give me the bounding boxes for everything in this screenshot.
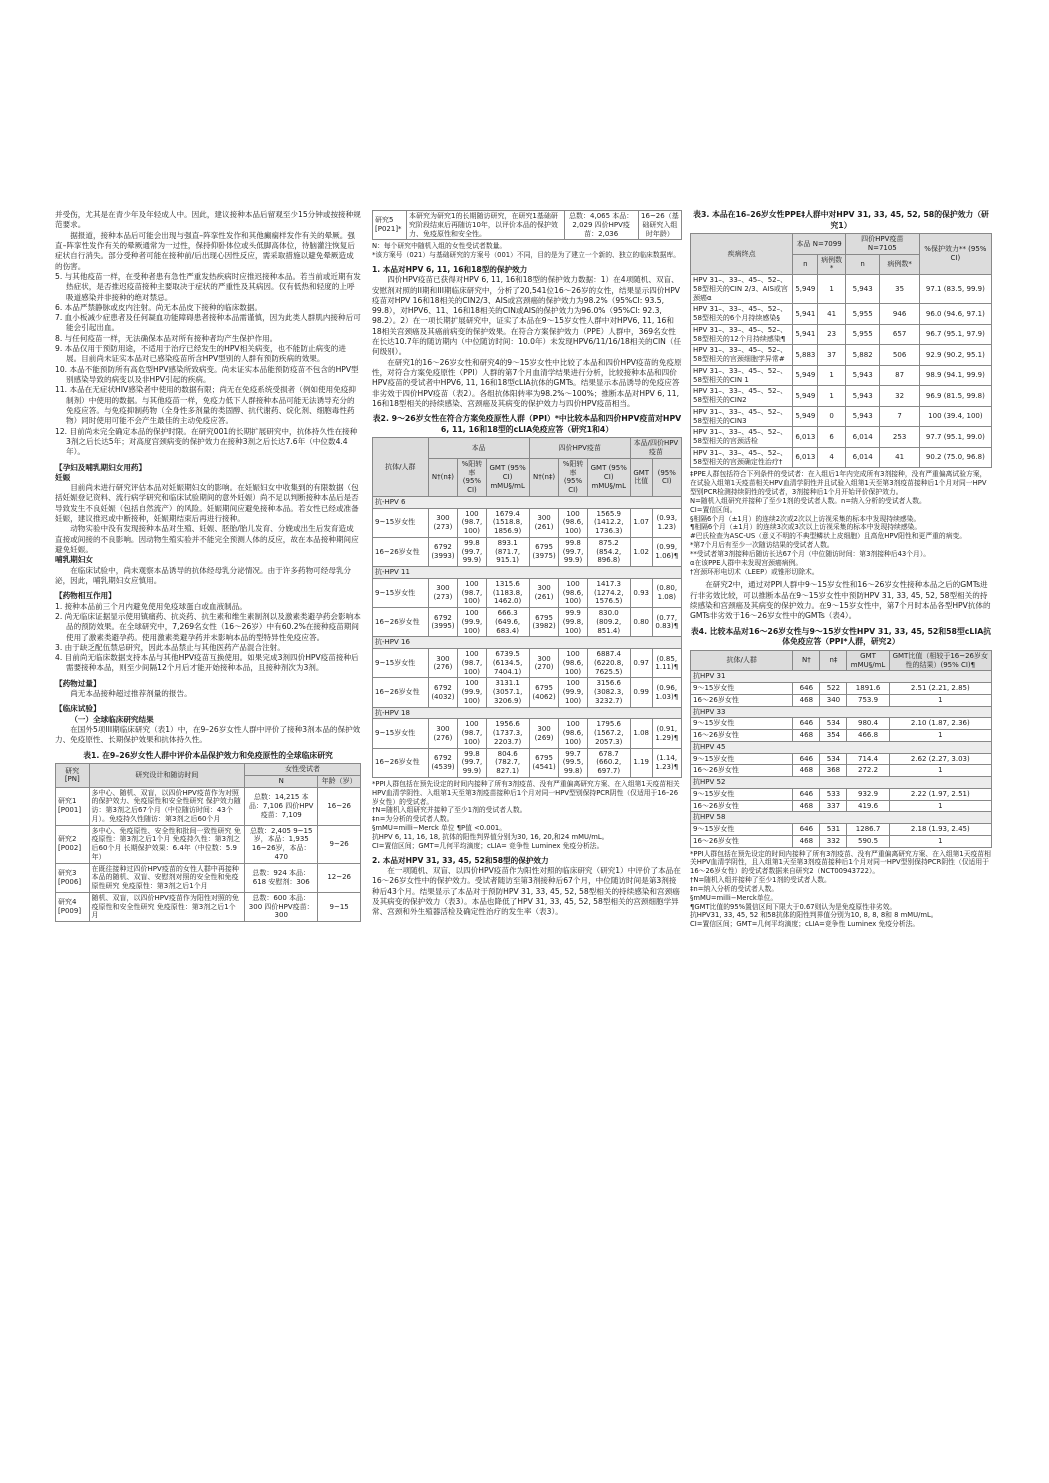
table-row: 9～15岁女性 646 534 714.4 2.62 (2.27, 3.03) [691, 753, 992, 765]
table-row: 16~26岁女性 6792 (3993) 99.8 (99.7, 99.9) 893.1 (871.7, 915.1) 6795 (3975) 99.8 (99.7, 99.9) 875.2 (854.2, 896.8) 1.02 (0.99, 1.06)¶ [373, 537, 682, 566]
list-item: 2. 尚无临床证据显示使用镇痛药、抗炎药、抗生素和维生素制剂以及激素类避孕药会影响本品的预防效果。在全球研究中，7,269名女性（16～26岁）中有60.2%在接种疫苗期间使用了激素类避孕药。使用激素类避孕药并未影响本品的型特异性免疫应答。 [55, 611, 361, 642]
column-2 [372, 210, 682, 917]
table-header: 女性受试者 [245, 764, 361, 776]
table-row: 研究4 [P009] 随机、双盲，以四价HPV疫苗作为阳性对照的免疫原性和安全性研究 免疫原性：第3剂之后1个月 总数：600 本品：300 四价HPV疫苗：300 9~15 [56, 892, 361, 921]
group-label: 抗-HPV 6 [373, 496, 682, 508]
table-row: 16~26岁女性 6792 (3995) 100 (99.9, 100) 666.3 (649.6, 683.4) 6795 (3982) 99.9 (99.8, 100) 830.0 (809.2, 851.4) 0.80 (0.77, 0.83)¶ [373, 608, 682, 637]
list-item: 9. 本品仅用于预防用途，不适用于治疗已经发生的HPV相关病变，也不能防止病变的进展。目前尚未证实本品对已感染疫苗所含HPV型别的人群有预防疾病的效果。 [55, 344, 346, 364]
list-item: 12. 目前尚未完全确定本品的保护时限。在研究001的长期扩展研究中，抗体持久性在接种3剂之后长达5年；对高度宫颈病变的保护效力在接种3剂之后长达7.6年（中位数4.4年）。 [55, 426, 358, 457]
table-row: 16～26岁女性 468 332 590.5 1 [691, 835, 992, 847]
list-item: 7. 血小板减少症患者及任何凝血功能障碍患者接种本品需谨慎，因为此类人群肌内接种后可能会引起出血。 [55, 313, 361, 333]
subheading: （一）全球临床研究结果 [70, 714, 154, 724]
section-heading: 2. 本品对HPV 31, 33, 45, 52和58型的保护效力 [372, 855, 549, 865]
table-row: 9～15岁女性 646 533 932.9 2.22 (1.97, 2.51) [691, 788, 992, 800]
table-row: 研究1 [P001] 多中心、随机、双盲，以四价HPV疫苗作为对照的保护效力、免疫原性和安全性研究 保护效力随访：第3剂之后67个月（中位随访时间：43个月）。免疫持久性随访：第3剂之后60个月 总数：14,215 本品：7,106 四价HPV疫苗：7,109 16~26 [56, 787, 361, 825]
list-item: 5. 与其他疫苗一样，在受种者患有急性严重发热疾病时应推迟接种本品。若当前或近期有发热症状，是否推迟疫苗接种主要取决于症状的严重性及其病因。仅有低热和轻度的上呼吸道感染并非接种的绝对禁忌。 [55, 271, 361, 302]
group-label: 抗-HPV 11 [373, 567, 682, 579]
table-row: HPV 31–、33–、45–、52–、58型相关的6个月持续感染§ 5,941 41 5,955 946 96.0 (94.6, 97.1) [691, 304, 992, 325]
paragraph: 据报道，接种本品后可能会出现与强直–阵挛性发作和其他癫痫样发作有关的晕厥。强直–阵挛性发作有关的晕厥通常为一过性，保持仰卧体位或头低脚高体位，待脑灌注恢复后症状自行消失。部分受种者可能在接种前/后出现心因性反应，需采取措施以避免晕厥造成的伤害。 [55, 230, 355, 271]
list-item: 3. 由于缺乏配伍禁忌研究，因此本品禁止与其他医药产品混合注射。 [55, 642, 285, 652]
table-header: 研究设计和随访时间 [89, 764, 245, 788]
group-label: 抗HPV 58 [691, 812, 992, 824]
paragraph: 目前尚未进行研究评估本品对妊娠期妇女的影响。在妊娠妇女中收集到的有限数据（包括妊娠登记资料、流行病学研究和临床试验期间的意外妊娠）尚不足以判断接种本品后是否导致发生不良妊娠（包括自然流产）的风险。妊娠期间应避免接种本品。若女性已经或准备妊娠，建议推迟或中断接种，妊娠期结束后再进行接种。 [55, 483, 359, 524]
table-caption: 表3. 本品在16–26岁女性PPE‡人群中对HPV 31, 33, 45, 52, 58的保护效力（研究1） [693, 210, 989, 230]
table-row: 9～15岁女性 646 534 980.4 2.10 (1.87, 2.36) [691, 718, 992, 730]
table-row: 16～26岁女性 468 354 466.8 1 [691, 730, 992, 742]
table-header: N [245, 775, 318, 787]
table-row: HPV 31–、33–、45–、52–、58型相关的CIN3 5,949 0 5,943 7 100 (39.4, 100) [691, 406, 992, 427]
table-row: 16～26岁女性 468 368 272.2 1 [691, 765, 992, 777]
group-label: 抗-HPV 16 [373, 637, 682, 649]
table-header: 研究 [PN] [56, 764, 90, 788]
table-notes: N：每个研究中随机入组的女性受试者数量。 *该方案号（021）与基础研究的方案号（001）不同，目的是为了建立一个新的、独立的临床数据库。 [372, 242, 681, 260]
section-heading: 1. 本品对HPV 6, 11, 16和18型的保护效力 [372, 264, 528, 274]
table-row: 研究2 [P002] 多中心、免疫原性、安全性和批间一致性研究 免疫原性：第3剂之后1个月 免疫持久性：第3剂之后60个月 长期保护效果：6.4年（中位数：5.9年） 总数：2,405 9~15岁，本品：1,935 16~26岁，本品：470 9~26 [56, 825, 361, 863]
table-row: 9~15岁女性 300 (273) 100 (98.7, 100) 1679.4 (1518.8, 1856.9) 300 (261) 100 (98.6, 100) 1565.9 (1412.2, 1736.3) 1.07 (0.93, 1.23) [373, 508, 682, 537]
table-row: 研究5 [P021]* 本研究为研究1的长期随访研究，在研究1基础研究阶段结束后再随访10年，以评价本品的保护效力、免疫原性和安全性。 总数：4,065 本品：2,029 四价HPV疫苗：2,036 16~26（基础研究入组时年龄） [373, 211, 682, 240]
table-group-row [373, 496, 682, 508]
table-notes: *PPI人群包括在预先设定的时间内接种了所有3剂疫苗、没有严重偏离研究方案、在入组第1天疫苗相关HPV血清学阴性，且入组第1天至第3剂疫苗接种后1个月对同一HPV型别保持PCR阴性（仅适用于16～26岁女性）的受试者数据来自研究2（NCT00943722）。 †N=随机入组并接种了至少1剂的受试者人数。 ‡n=纳入分析的受试者人数。 §mMU=milli−Merck单位。 ¶GMT比值的95%置信区间下限大于0.67则认为是免疫原性非劣效。 抗HPV31, 33, 45, 52 和58抗体的阳性判界值分别为10, 8, 8, 8和 8 mMU/mL。 CI=置信区间；GMT=几何平均滴度；cLIA=竞争性 Luminex 免疫分析法。 [690, 849, 991, 929]
paragraph: 在临床试验中，尚未观察本品诱导的抗体经母乳分泌情况。由于许多药物可经母乳分泌，因此，哺乳期妇女应慎用。 [55, 565, 352, 585]
table-row: 16～26岁女性 468 340 753.9 1 [691, 694, 992, 706]
table-notes: *PPI人群包括在预先设定的时间内接种了所有3剂疫苗、没有严重偏离研究方案、在入组第1天疫苗相关HPV血清学阴性、入组第1天至第3剂疫苗接种后1个月对同一HPV型别保持PCR阴性（仅适用于16–26岁女性）的受试者。 †N=随机入组研究并接种了至少1剂的受试者人数。 ‡n=为分析的受试者人数。 §mMU=milli−Merck 单位 ¶P值 <0.001。 抗HPV 6, 11, 16, 18, 抗体的阳性判界值分别为30, 16, 20,和24 mMU/mL。 CI=置信区间；GMT=几何平均滴度；cLIA= 竞争性 Luminex 免疫分析法。 [372, 779, 680, 850]
table-group-row [691, 671, 992, 683]
subheading: 哺乳期妇女 [55, 555, 93, 565]
list-item: 4. 目前尚无临床数据支持本品与其他HPV疫苗互换使用。如果完成3剂四价HPV疫苗接种后需要接种本品，则至少间隔12个月后才能开始接种本品，且接种剂次为3剂。 [55, 653, 359, 673]
group-label: 抗HPV 31 [691, 671, 992, 683]
table-row: HPV 31–、33–、45–、52–、58型相关的宫颈细胞学异常# 5,883 37 5,882 506 92.9 (90.2, 95.1) [691, 345, 992, 366]
table-group-row [373, 707, 682, 719]
table-row: 16~26岁女性 6792 (4539) 99.8 (99.7, 99.9) 804.6 (782.7, 827.1) 6795 (4541) 99.7 (99.5, 99.8) 678.7 (660.2, 697.7) 1.19 (1.14, 1.23)¶ [373, 748, 682, 777]
group-label: 抗HPV 33 [691, 706, 992, 718]
table-4: 抗体/人群 N† n‡ GMT mMU§/mL GMT比值（相较于16~26岁女性的结果）(95% CI)¶ 抗HPV 31 9～15岁女性 646 522 1891.6 2.51 (2.21, 2.85) 16～26岁女性 468 340 753.9 1 抗HPV 33 9～15岁女性 646 534 980.4 2.10 (1.87, 2.36) 16～26岁女性 468 354 466.8 1 抗HPV 45 9～15岁女性 646 534 714.4 2.62 (2.27, 3.03) 16～26岁女性 468 368 272.2 1 抗HPV 52 9～15岁女性 646 533 932.9 2.22 (1.97, 2.51) 16～26岁女性 468 337 419.6 1 抗HPV 58 9～15岁女性 646 531 1286.7 2.18 (1.93, 2.45) 16～26岁女性 468 332 590.5 1 [690, 650, 992, 848]
table-row: HPV 31–、33–、45–、52–、58型相关的宫颈活检 6,013 6 6,014 253 97.7 (95.1, 99.0) [691, 427, 992, 448]
group-label: 抗-HPV 18 [373, 707, 682, 719]
table-row: 研究3 [P006] 在既往接种过四价HPV疫苗的女性人群中再接种本品的随机、双盲、安慰剂对照的安全性和免疫原性研究 免疫原性：第3剂之后1个月 总数：924 本品：618 安慰剂：306 12~26 [56, 863, 361, 892]
table-3: 疾病终点 本品 N=7099 四价HPV疫苗 N=7105 %保护效力** (95% CI) n 病例数* n 病例数* HPV 31–、33–、45–、52–、58型相关的CIN 2/3、AIS或宫颈癌α 5,949 1 5,943 35 97.1 (83.5, 99.9) HPV 31–、33–、45–、52–、58型相关的6个月持续感染§ 5,941 41 5,955 946 96.0 (94.6, 97.1) HPV 31–、33–、45–、52–、58型相关的12个月持续感染¶ 5,941 23 5,955 657 96.7 (95.1, 97.9) HPV 31–、33–、45–、52–、58型相关的宫颈细胞学异常# 5,883 37 5,882 506 92.9 (90.2, 95.1) HPV 31–、33–、45–、52–、58型相关的CIN 1 5,949 1 5,943 87 98.9 (94.1, 99.9) HPV 31–、33–、45–、52–、58型相关的CIN2 5,949 1 5,943 32 96.9 (81.5, 99.8) HPV 31–、33–、45–、52–、58型相关的CIN3 5,949 0 5,943 7 100 (39.4, 100) HPV 31–、33–、45–、52–、58型相关的宫颈活检 6,013 6 6,014 253 97.7 (95.1, 99.0) HPV 31–、33–、45–、52–、58型相关的宫颈确定性治疗† 6,013 4 6,014 41 90.2 (75.0, 96.8) [690, 233, 992, 468]
paragraph: 尚无本品接种超过推荐剂量的报告。 [70, 689, 192, 699]
table-group-row [691, 812, 992, 824]
section-heading: 【药物相互作用】 [55, 591, 116, 601]
list-item: 1. 接种本品前三个月内避免使用免疫球蛋白或血液制品。 [55, 601, 247, 611]
table-group-row [373, 637, 682, 649]
table-group-row [691, 741, 992, 753]
table-header: 年龄（岁） [318, 775, 361, 787]
table-notes: ‡PPE人群包括符合下列条件的受试者：在入组后1年内完成所有3剂接种，没有严重偏离试验方案，在试验入组第1天疫苗相关HPV血清学阴性并且试验入组第1天至第3剂疫苗接种后1个月对同一HPV型别PCR检测持续阴性的受试者，3剂接种后1个月开始评价保护效力。 N=随机入组研究并接种了至少1剂的受试者人数。n=纳入分析的受试者人数。 CI=置信区间。 §相隔6个月（±1月）的连续2次或2次以上访视采集的标本中发现持续感染。 ¶相隔6个月（±1月）的连续3次或3次以上访视采集的标本中发现持续感染。 #巴氏检查为ASC-US（意义不明的不典型鳞状上皮细胞）且高危HPV阳性和更严重的病变。 *第7个月后有至少一次随访结果的受试者人数。 **受试者第3剂接种后随访长达67个月（中位随访时间：第3剂接种后43个月）。 α在该PPE人群中未发现宫颈癌病例。 †宫颈环形电切术（LEEP）或锥形切除术。 [690, 470, 987, 576]
table-row: 9~15岁女性 300 (273) 100 (98.7, 100) 1315.6 (1183.8, 1462.0) 300 (261) 100 (98.6, 100) 1417.3 (1274.2, 1576.5) 0.93 (0.80, 1.08) [373, 578, 682, 607]
paragraph: 在研究1的16～26岁女性和研究4的9～15岁女性中比较了本品和四价HPV疫苗的免疫原性，对符合方案免疫原性（PPI）人群的第7个月血清学结果进行分析，比较接种本品和四价HPV疫苗的受试者中HPV6, 11, 16和18型cLIA抗体的GMTs。结果显示本品诱导的免疫应答非劣效于四价HPV疫苗（表2）。各组抗体阳转率为98.2%～100%；推断本品对HPV 6, 11, 16和18型相关的持续感染、宫颈癌及其病变的保护效力与四价HPV疫苗相当。 [372, 357, 682, 408]
column-3 [690, 210, 992, 929]
table-caption: 表4. 比较本品对16～26岁女性与9～15岁女性HPV 31, 33, 45, 52和58型cLIA抗体免疫应答（PPI*人群，研究2） [690, 626, 992, 647]
table-row: 9～15岁女性 646 522 1891.6 2.51 (2.21, 2.85) [691, 683, 992, 695]
table-row: HPV 31–、33–、45–、52–、58型相关的CIN2 5,949 1 5,943 32 96.9 (81.5, 99.8) [691, 386, 992, 407]
column-1 [55, 210, 361, 922]
paragraph: 四价HPV疫苗已获得对HPV 6, 11, 16和18型的保护效力数据：1）在4项随机、双盲、安慰剂对照的II期和III期临床研究中，分析了20,541位16～26岁的女性，结果显示四价HPV疫苗对HPV 16和18相关的CIN2/3、AIS或宫颈癌的保护效力为98.2%（95%CI: 93.5, 99.8），对HPV6、11、16和18相关的CIN或AIS的保护效力为96.0%（95%CI: 92.3, 98.2）。2）在一项长期扩展研究中，证实了本品在9～15岁女性人群中对HPV6, 11, 16和18相关宫颈癌及其癌前病变的保护效果。在符合方案保护效力（PPE）人群中，369名女性在长达10.7年的随访期内（中位随访时间：10.0年）未发现HPV6/11/16/18相关的CIN（任何级别）。 [372, 275, 682, 357]
section-heading: 【药物过量】 [55, 678, 101, 688]
table-1 [55, 763, 361, 922]
table-2: 抗体/人群 本品 四价HPV疫苗 本品/四价HPV疫苗 N†(n‡) %阳转率(95% CI) GMT (95% CI) mMU§/mL N†(n‡) %阳转率(95% CI) GMT (95% CI) mMU§/mL GMT比值 (95% CI) 抗-HPV 6 9~15岁女性 300 (273) 100 (98.7, 100) 1679.4 (1518.8, 1856.9) 300 (261) 100 (98.6, 100) 1565.9 (1412.2, 1736.3) 1.07 (0.93, 1.23) 16~26岁女性 6792 (3993) 99.8 (99.7, 99.9) 893.1 (871.7, 915.1) 6795 (3975) 99.8 (99.7, 99.9) 875.2 (854.2, 896.8) 1.02 (0.99, 1.06)¶ 抗-HPV 11 9~15岁女性 300 (273) 100 (98.7, 100) 1315.6 (1183.8, 1462.0) 300 (261) 100 (98.6, 100) 1417.3 (1274.2, 1576.5) 0.93 (0.80, 1.08) 16~26岁女性 6792 (3995) 100 (99.9, 100) 666.3 (649.6, 683.4) 6795 (3982) 99.9 (99.8, 100) 830.0 (809.2, 851.4) 0.80 (0.77, 0.83)¶ 抗-HPV 16 9~15岁女性 300 (276) 100 (98.7, 100) 6739.5 (6134.5, 7404.1) 300 (270) 100 (98.6, 100) 6887.4 (6220.8, 7625.5) 0.97 (0.85, 1.11)¶ 16~26岁女性 6792 (4032) 100 (99.9, 100) 3131.1 (3057.1, 3206.9) 6795 (4062) 100 (99.9, 100) 3156.6 (3082.3, 3232.7) 0.99 (0.96, 1.03)¶ 抗-HPV 18 9~15岁女性 300 (276) 100 (98.7, 100) 1956.6 (1737.3, 2203.7) 300 (269) 100 (98.6, 100) 1795.6 (1567.2, 2057.3) 1.08 (0.91, 1.29)¶ 16~26岁女性 6792 (4539) 99.8 (99.7, 99.9) 804.6 (782.7, 827.1) 6795 (4541) 99.7 (99.5, 99.8) 678.7 (660.2, 697.7) 1.19 (1.14, 1.23)¶ [372, 437, 682, 778]
table-row: 9~15岁女性 300 (276) 100 (98.7, 100) 1956.6 (1737.3, 2203.7) 300 (269) 100 (98.6, 100) 1795.6 (1567.2, 2057.3) 1.08 (0.91, 1.29)¶ [373, 719, 682, 748]
paragraph: 动物实验中没有发现接种本品对生殖、妊娠、胚胎/胎儿发育、分娩或出生后发育造成直接或间接的不良影响。因动物生殖实验并不能完全预测人体的反应，故在本品接种期间应避免妊娠。 [55, 524, 359, 554]
table-row: 16~26岁女性 6792 (4032) 100 (99.9, 100) 3131.1 (3057.1, 3206.9) 6795 (4062) 100 (99.9, 100) 3156.6 (3082.3, 3232.7) 0.99 (0.96, 1.03)¶ [373, 678, 682, 707]
table-row: 16～26岁女性 468 337 419.6 1 [691, 800, 992, 812]
table-group-row [691, 777, 992, 789]
table-caption: 表1. 在9–26岁女性人群中评价本品保护效力和免疫原性的全球临床研究 [83, 750, 333, 760]
list-item: 6. 本品严禁静脉或皮内注射。尚无本品皮下接种的临床数据。 [55, 302, 263, 312]
list-item: 11. 本品在无症状HIV感染者中使用的数据有限；尚无在免疫系统受损者（例如使用免疫抑制剂）中使用的数据。与其他疫苗一样，免疫力低下人群接种本品可能无法诱导充分的免疫应答。与免疫抑制药物（全身性多剂量的类固醇、抗代谢药、烷化剂、细胞毒性药物）同时使用可能不会产生最佳的主动免疫应答。 [55, 385, 357, 426]
paragraph: 在国外5项III期临床研究（表1）中，在9–26岁女性人群中评价了接种3剂本品的保护效力、免疫原性、长期保护效果和抗体持久性。 [55, 725, 361, 745]
paragraph: 在研究2中，通过对PPI人群中9～15岁女性和16～26岁女性接种本品之后的GMTs进行非劣效比较，可以推断本品在9～15岁女性中预防HPV 31, 33, 45, 52, 58型相关的持续感染和宫颈癌及其病变的保护效力。在9～15岁女性中，第7个月时本品各型HPV抗体的GMTs非劣效于16～26岁女性中的GMTs（表4）。 [690, 580, 991, 621]
group-label: 抗HPV 45 [691, 741, 992, 753]
table-row: HPV 31–、33–、45–、52–、58型相关的宫颈确定性治疗† 6,013 4 6,014 41 90.2 (75.0, 96.8) [691, 447, 992, 468]
table-1-continued [372, 210, 682, 240]
section-heading: 【孕妇及哺乳期妇女用药】 [55, 462, 147, 472]
paragraph: 在一项随机、双盲、以四价HPV疫苗作为阳性对照的临床研究（研究1）中评价了本品在16～26岁女性中的保护效力。受试者随访至第3剂接种后67个月，中位随访时间是第3剂接种后43个月。结果显示了本品对于预防HPV 31, 33, 45, 52, 58型相关的持续感染和宫颈癌及其病变的保护效力（表3）。本品也降低了HPV 31, 33, 45, 52, 58型相关的宫颈细胞学异常、宫颈和外生殖器活检及确定性治疗的发生率（表3）。 [372, 865, 681, 917]
table-row: HPV 31–、33–、45–、52–、58型相关的CIN 1 5,949 1 5,943 87 98.9 (94.1, 99.9) [691, 365, 992, 386]
table-row: HPV 31–、33–、45–、52–、58型相关的CIN 2/3、AIS或宫颈癌α 5,949 1 5,943 35 97.1 (83.5, 99.9) [691, 275, 992, 304]
table-row: 9~15岁女性 300 (276) 100 (98.7, 100) 6739.5 (6134.5, 7404.1) 300 (270) 100 (98.6, 100) 6887.4 (6220.8, 7625.5) 0.97 (0.85, 1.11)¶ [373, 649, 682, 678]
warning-list [55, 272, 361, 458]
section-heading: 【临床试验】 [55, 704, 101, 714]
table-caption: 表2. 9～26岁女性在符合方案免疫原性人群（PPI）*中比较本品和四价HPV疫苗对HPV 6, 11, 16和18型的cLIA免疫应答（研究1和4） [372, 414, 682, 434]
paragraph: 并受伤，尤其是在青少年及年轻成人中。因此，建议接种本品后留观至少15分钟或按接种规范要求。 [55, 210, 361, 230]
table-row: HPV 31–、33–、45–、52–、58型相关的12个月持续感染¶ 5,941 23 5,955 657 96.7 (95.1, 97.9) [691, 324, 992, 345]
group-label: 抗HPV 52 [691, 777, 992, 789]
table-group-row [691, 706, 992, 718]
table-group-row [373, 567, 682, 579]
table-row: 9～15岁女性 646 531 1286.7 2.18 (1.93, 2.45) [691, 824, 992, 836]
list-item: 8. 与任何疫苗一样，无法确保本品对所有接种者均产生保护作用。 [55, 333, 278, 343]
list-item: 10. 本品不能预防所有高危型HPV感染所致病变。尚未证实本品能预防疫苗不包含的HPV型别感染导致的病变以及非HPV引起的疾病。 [55, 364, 359, 384]
subheading: 妊娠 [55, 472, 71, 482]
